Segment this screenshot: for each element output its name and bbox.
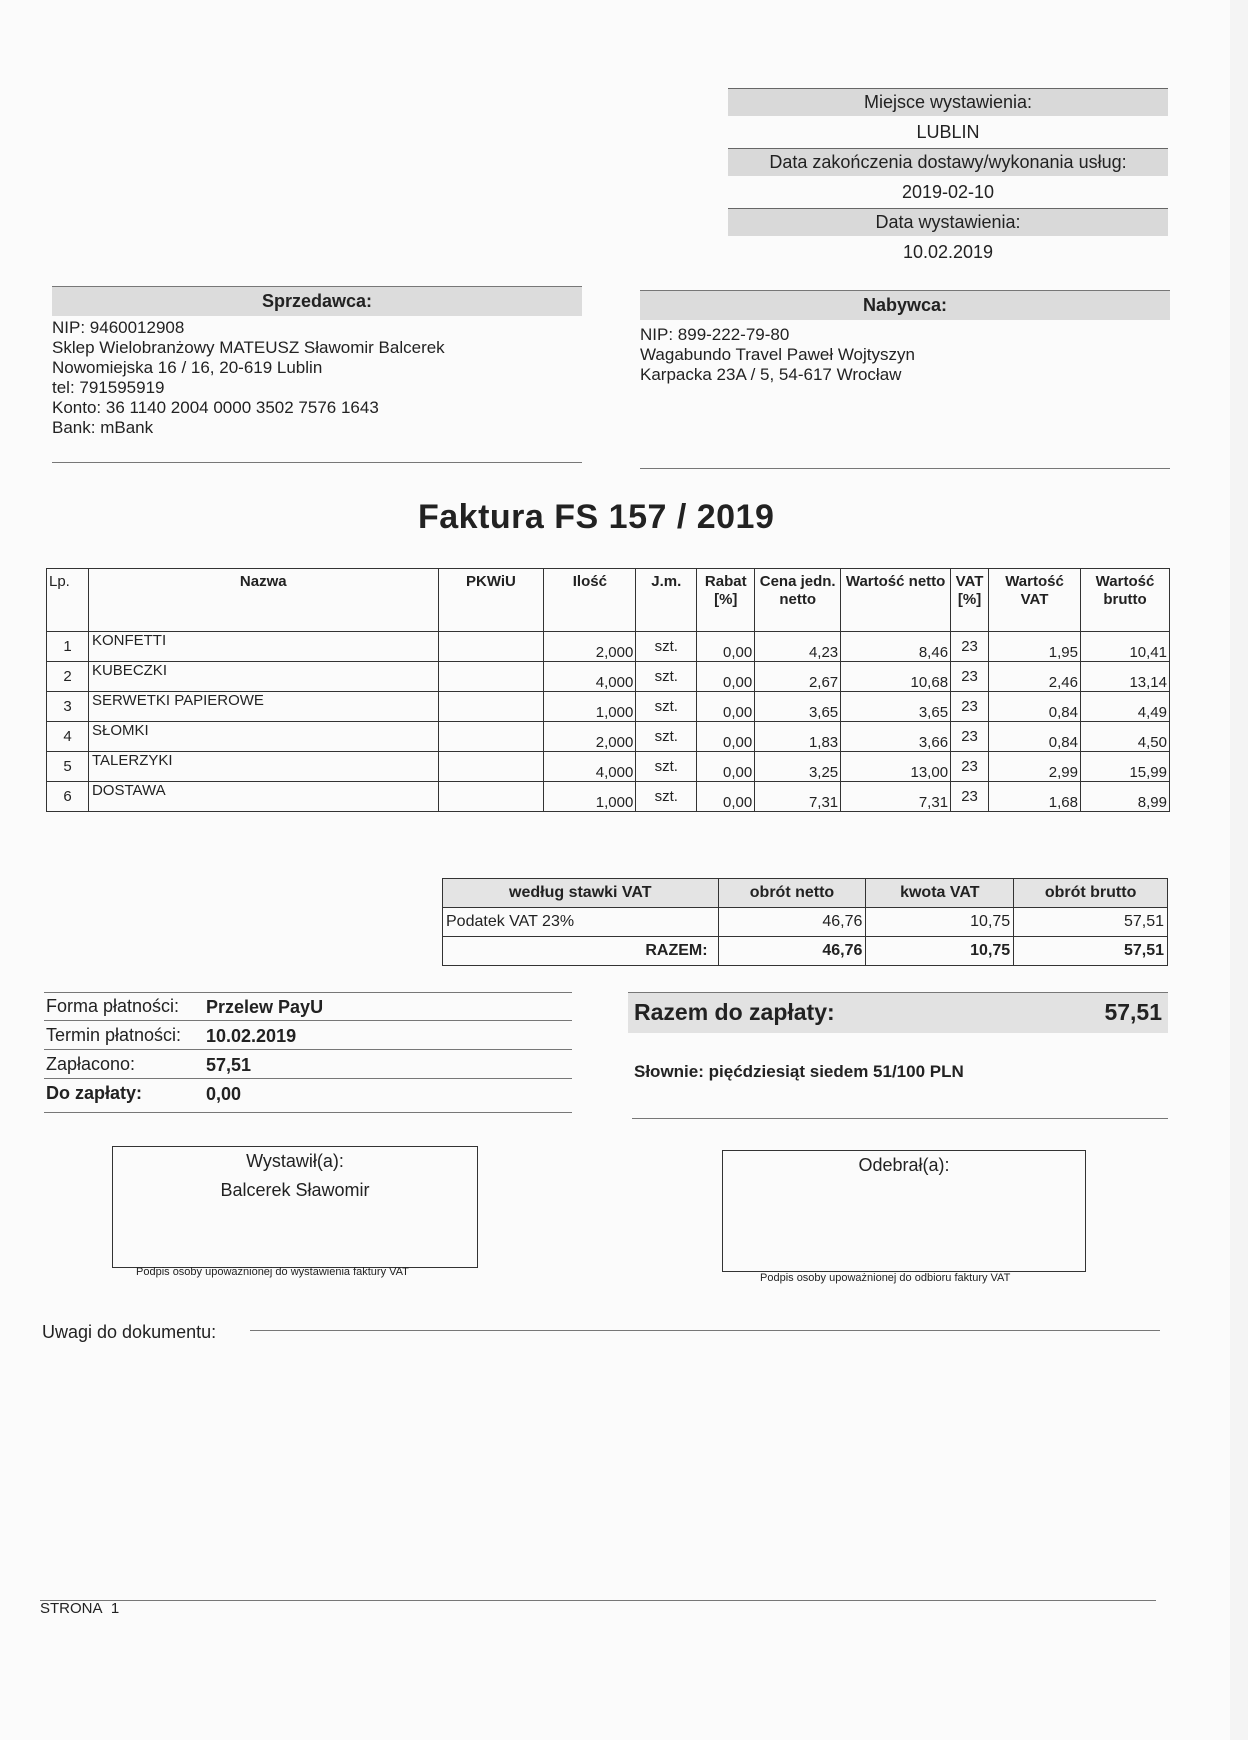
cell-net: 8,46 — [841, 632, 951, 662]
buyer-divider — [640, 468, 1170, 469]
col-unit: J.m. — [636, 569, 697, 632]
cell-discount: 0,00 — [697, 752, 755, 782]
cell-price: 3,65 — [755, 692, 841, 722]
items-header-row — [47, 569, 1170, 632]
cell-gross: 4,50 — [1080, 722, 1169, 752]
cell-vat-rate: 23 — [951, 722, 989, 752]
cell-qty: 2,000 — [544, 632, 636, 662]
seller-divider — [52, 462, 582, 463]
col-pkwiu: PKWiU — [438, 569, 544, 632]
col-vat-rate: VAT [%] — [951, 569, 989, 632]
footer-line — [40, 1600, 1156, 1601]
col-net: Wartość netto — [841, 569, 951, 632]
vat-total-vat: 10,75 — [866, 937, 1014, 966]
cell-name: DOSTAWA — [88, 782, 438, 812]
cell-gross: 15,99 — [1080, 752, 1169, 782]
cell-pkwiu — [438, 782, 544, 812]
cell-pkwiu — [438, 662, 544, 692]
cell-gross: 10,41 — [1080, 632, 1169, 662]
total-due-box — [628, 992, 1168, 1033]
col-lp: Lp. — [47, 569, 89, 632]
cell-price: 4,23 — [755, 632, 841, 662]
cell-unit: szt. — [636, 782, 697, 812]
cell-name: SERWETKI PAPIEROWE — [88, 692, 438, 722]
cell-qty: 1,000 — [544, 782, 636, 812]
vat-total-net: 46,76 — [718, 937, 866, 966]
cell-price: 1,83 — [755, 722, 841, 752]
cell-unit: szt. — [636, 632, 697, 662]
payment-bottom-line — [44, 1112, 572, 1113]
cell-net: 13,00 — [841, 752, 951, 782]
page-label: STRONA — [40, 1600, 103, 1617]
buyer-company: Wagabundo Travel Paweł Wojtyszyn — [640, 345, 915, 364]
page-indicator — [40, 1600, 119, 1617]
cell-gross: 13,14 — [1080, 662, 1169, 692]
cell-vat-value: 2,99 — [989, 752, 1081, 782]
notes-line — [250, 1330, 1160, 1331]
table-row — [47, 752, 1170, 782]
due-row — [44, 1079, 572, 1107]
cell-name: KONFETTI — [88, 632, 438, 662]
cell-vat-value: 1,68 — [989, 782, 1081, 812]
col-name: Nazwa — [88, 569, 438, 632]
vat-total-gross: 57,51 — [1014, 937, 1168, 966]
cell-name: KUBECZKI — [88, 662, 438, 692]
issue-date-value: 10.02.2019 — [902, 242, 994, 262]
vat-row-net: 46,76 — [718, 908, 866, 937]
col-gross: Wartość brutto — [1080, 569, 1169, 632]
issuer-signature-box — [112, 1146, 478, 1268]
cell-discount: 0,00 — [697, 662, 755, 692]
due-value: 0,00 — [206, 1084, 242, 1104]
cell-vat-value: 0,84 — [989, 692, 1081, 722]
table-row — [47, 722, 1170, 752]
cell-price: 3,25 — [755, 752, 841, 782]
cell-net: 7,31 — [841, 782, 951, 812]
cell-qty: 4,000 — [544, 752, 636, 782]
cell-unit: szt. — [636, 662, 697, 692]
cell-pkwiu — [438, 692, 544, 722]
delivery-date-value: 2019-02-10 — [728, 176, 1168, 209]
cell-vat-rate: 23 — [951, 752, 989, 782]
cell-vat-rate: 23 — [951, 632, 989, 662]
vat-col-gross: obrót brutto — [1014, 879, 1168, 908]
issuer-label: Wystawił(a): — [246, 1151, 344, 1171]
items-table — [46, 568, 1170, 812]
cell-lp: 1 — [47, 632, 89, 662]
due-label: Do zapłaty: — [46, 1083, 143, 1103]
payment-method-label: Forma płatności: — [46, 996, 180, 1016]
words-label: Słownie: — [634, 1062, 704, 1081]
invoice-title: Faktura FS 157 / 2019 — [418, 498, 775, 536]
vat-summary-table — [442, 878, 1168, 966]
cell-gross: 4,49 — [1080, 692, 1169, 722]
seller-account: Konto: 36 1140 2004 0000 3502 7576 1643 — [52, 398, 379, 417]
payment-method-value: Przelew PayU — [206, 997, 324, 1017]
seller-phone: tel: 791595919 — [52, 378, 165, 397]
cell-lp: 4 — [47, 722, 89, 752]
seller-heading: Sprzedawca: — [52, 286, 582, 316]
cell-discount: 0,00 — [697, 692, 755, 722]
cell-name: TALERZYKI — [88, 752, 438, 782]
cell-qty: 4,000 — [544, 662, 636, 692]
header-dates-block — [728, 88, 1168, 268]
col-vat-value: Wartość VAT — [989, 569, 1081, 632]
seller-block — [52, 286, 582, 438]
cell-discount: 0,00 — [697, 722, 755, 752]
vat-total-label: RAZEM: — [443, 937, 719, 966]
col-qty: Ilość — [544, 569, 636, 632]
cell-vat-value: 2,46 — [989, 662, 1081, 692]
table-row — [47, 662, 1170, 692]
seller-bank: Bank: mBank — [52, 418, 154, 437]
receiver-label: Odebrał(a): — [858, 1155, 950, 1175]
cell-lp: 3 — [47, 692, 89, 722]
cell-vat-rate: 23 — [951, 692, 989, 722]
cell-unit: szt. — [636, 692, 697, 722]
cell-lp: 6 — [47, 782, 89, 812]
cell-vat-value: 1,95 — [989, 632, 1081, 662]
issuer-caption: Podpis osoby upoważnionej do wystawienia faktury VAT — [136, 1266, 409, 1278]
total-due-divider — [632, 1118, 1168, 1119]
vat-col-vat: kwota VAT — [866, 879, 1014, 908]
vat-header-row — [443, 879, 1168, 908]
cell-unit: szt. — [636, 752, 697, 782]
vat-rate-row — [443, 908, 1168, 937]
col-price: Cena jedn. netto — [755, 569, 841, 632]
receiver-signature-box — [722, 1150, 1086, 1272]
payment-term-row — [44, 1021, 572, 1050]
cell-price: 2,67 — [755, 662, 841, 692]
issuer-name: Balcerek Sławomir — [220, 1180, 370, 1200]
buyer-address: Karpacka 23A / 5, 54-617 Wrocław — [640, 365, 902, 384]
total-due-label: Razem do zapłaty: — [634, 999, 835, 1025]
payment-term-value: 10.02.2019 — [206, 1026, 297, 1046]
cell-qty: 1,000 — [544, 692, 636, 722]
seller-address: Nowomiejska 16 / 16, 20-619 Lublin — [52, 358, 323, 377]
cell-price: 7,31 — [755, 782, 841, 812]
vat-row-label: Podatek VAT 23% — [443, 908, 719, 937]
cell-net: 3,66 — [841, 722, 951, 752]
notes-label: Uwagi do dokumentu: — [42, 1322, 217, 1342]
cell-lp: 5 — [47, 752, 89, 782]
cell-pkwiu — [438, 722, 544, 752]
vat-row-vat: 10,75 — [866, 908, 1014, 937]
cell-vat-rate: 23 — [951, 662, 989, 692]
cell-gross: 8,99 — [1080, 782, 1169, 812]
vat-col-rate: według stawki VAT — [443, 879, 719, 908]
cell-vat-value: 0,84 — [989, 722, 1081, 752]
cell-vat-rate: 23 — [951, 782, 989, 812]
table-row — [47, 632, 1170, 662]
page-number: 1 — [110, 1600, 120, 1617]
table-row — [47, 782, 1170, 812]
paid-value: 57,51 — [206, 1055, 252, 1075]
receiver-caption: Podpis osoby upoważnionej do odbioru faktury VAT — [760, 1272, 1011, 1284]
payment-term-label: Termin płatności: — [46, 1025, 182, 1045]
cell-discount: 0,00 — [697, 632, 755, 662]
delivery-date-label: Data zakończenia dostawy/wykonania usług: — [728, 149, 1168, 176]
payment-method-row — [44, 992, 572, 1021]
amount-in-words — [634, 1062, 964, 1082]
cell-pkwiu — [438, 632, 544, 662]
table-row — [47, 692, 1170, 722]
cell-lp: 2 — [47, 662, 89, 692]
cell-net: 10,68 — [841, 662, 951, 692]
cell-unit: szt. — [636, 722, 697, 752]
seller-company: Sklep Wielobranżowy MATEUSZ Sławomir Balcerek — [52, 338, 445, 357]
total-due-value: 57,51 — [1104, 999, 1162, 1025]
issue-date-label: Data wystawienia: — [728, 209, 1168, 236]
col-discount: Rabat [%] — [697, 569, 755, 632]
cell-name: SŁOMKI — [88, 722, 438, 752]
paid-label: Zapłacono: — [46, 1054, 136, 1074]
cell-pkwiu — [438, 752, 544, 782]
place-label: Miejsce wystawienia: — [728, 88, 1168, 116]
vat-total-row — [443, 937, 1168, 966]
place-value: LUBLIN — [728, 116, 1168, 149]
words-value: pięćdziesiąt siedem 51/100 PLN — [708, 1062, 964, 1081]
buyer-block — [640, 290, 1170, 385]
seller-nip: NIP: 9460012908 — [52, 318, 185, 337]
vat-col-net: obrót netto — [718, 879, 866, 908]
buyer-heading: Nabywca: — [640, 290, 1170, 320]
vat-row-gross: 57,51 — [1014, 908, 1168, 937]
cell-discount: 0,00 — [697, 782, 755, 812]
cell-qty: 2,000 — [544, 722, 636, 752]
buyer-nip: NIP: 899-222-79-80 — [640, 325, 790, 344]
cell-net: 3,65 — [841, 692, 951, 722]
paid-row — [44, 1050, 572, 1079]
